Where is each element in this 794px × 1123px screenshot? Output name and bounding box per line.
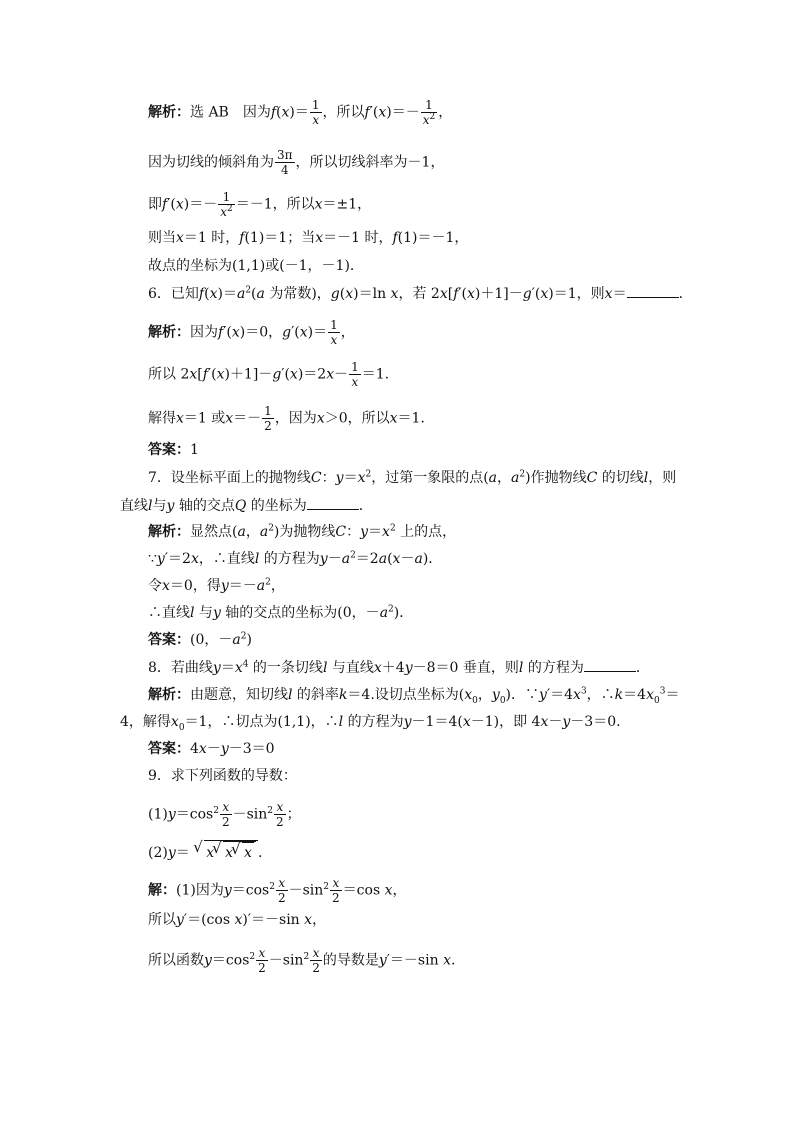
solution-5-line-3: 即f′(x)＝－ $\frac{1}{x^2}$ ＝－1，所以x＝±1，	[148, 190, 372, 219]
answer-6: 答案：1	[148, 442, 199, 458]
solution-5-line-4: 则当x＝1 时，f(1)＝1；当x＝－1 时，f(1)＝－1，	[148, 230, 469, 246]
solution-8-line-2: 4，解得$x_0=1$，∴切点为(1,1)，∴l 的方程为y－1＝4(x－1)，即 4x－y－3＝0.	[120, 714, 621, 733]
question-8: 8．若曲线$y=x^4$ 的一条切线l 与直线x＋4y－8＝0 垂直，则l 的方程为 ．	[148, 657, 650, 678]
solution-7-line-2: ∵y′＝2x，∴直线l 的方程为$y-a^2=2a(x-a)$．	[148, 550, 443, 567]
solution-6-line-3: 解得x＝1 或x＝－ $\frac{1}{2}$ ，因为x＞0，所以x＝1.	[148, 404, 425, 433]
solution-6-line-1: 解析：因为f′(x)＝0，g′(x)＝ $\frac{1}{x}$ ，	[148, 318, 355, 347]
solution-9-line-2: 所以y′＝(cos x)′＝－sin x，	[148, 912, 327, 928]
solution-6-line-2: 所以 2x[f′(x)＋1]－g′(x)＝2x－ $\frac{1}{x}$ ＝1.	[148, 360, 390, 389]
solution-7-line-4: ∴直线l 与y 轴的交点的坐标为(0，$-a^2$)．	[148, 604, 414, 621]
answer-7: 答案：(0，$-a^2$)	[148, 631, 252, 648]
solution-7-line-3: 令x＝0，得$y=-a^2$，	[148, 577, 285, 594]
question-7-line-1: 7．设坐标平面上的抛物线C：$y=x^2$，过第一象限的点(a，$a^2$)作抛物线C 的切线l，则	[148, 469, 677, 486]
answer-8: 答案：4x－y－3＝0	[148, 741, 275, 757]
question-7-line-2: 直线l与y 轴的交点Q 的坐标为 ．	[120, 495, 373, 516]
solution-9-line-3: 所以函数$y=\cos^2$ $\frac{x}{2}$ $-\sin^2$ $\frac{x}{2}$ 的导数是y′＝－sin x.	[148, 946, 456, 975]
solution-5-line-2: 因为切线的倾斜角为 $\frac{3\pi}{4}$ ，所以切线斜率为－1，	[148, 148, 445, 177]
question-6: 6．已知$f(x)=a^2(a$ 为常数)，g(x)＝ln x，若 2x[f′(x)＋1]－g′(x)＝1，则x＝ .	[148, 283, 683, 304]
question-9-part-1: $(1)y=\cos^2$ $\frac{x}{2}$ $-\sin^2$ $\frac{x}{2}$ ；	[148, 800, 301, 829]
solution-9-line-1: 解：(1)因为$y=\cos^2$ $\frac{x}{2}$ $-\sin^2$ $\frac{x}{2}$ ＝cos x，	[148, 876, 407, 905]
solution-5-line-5: 故点的坐标为(1,1)或(－1，－1)．	[148, 258, 364, 274]
solution-5-line-1: 解析：选 AB 因为f(x)＝ $\frac{1}{x}$ ，所以f′(x)＝－ $\frac{1}{x^2}$ ，	[148, 98, 453, 127]
question-9-part-2: (2)y＝ √ x√ x√ x .	[148, 840, 262, 863]
question-9: 9．求下列函数的导数：	[148, 768, 297, 784]
solution-8-line-1: 解析：由题意，知切线l 的斜率k＝4.设切点坐标为($x_0$，$y_0$)．$\because y'=4x^3$，$\therefore k=4x_0^3=$	[148, 686, 680, 706]
solution-7-line-1: 解析：显然点(a，$a^2$)为抛物线C：$y=x^2$ 上的点，	[148, 523, 457, 540]
